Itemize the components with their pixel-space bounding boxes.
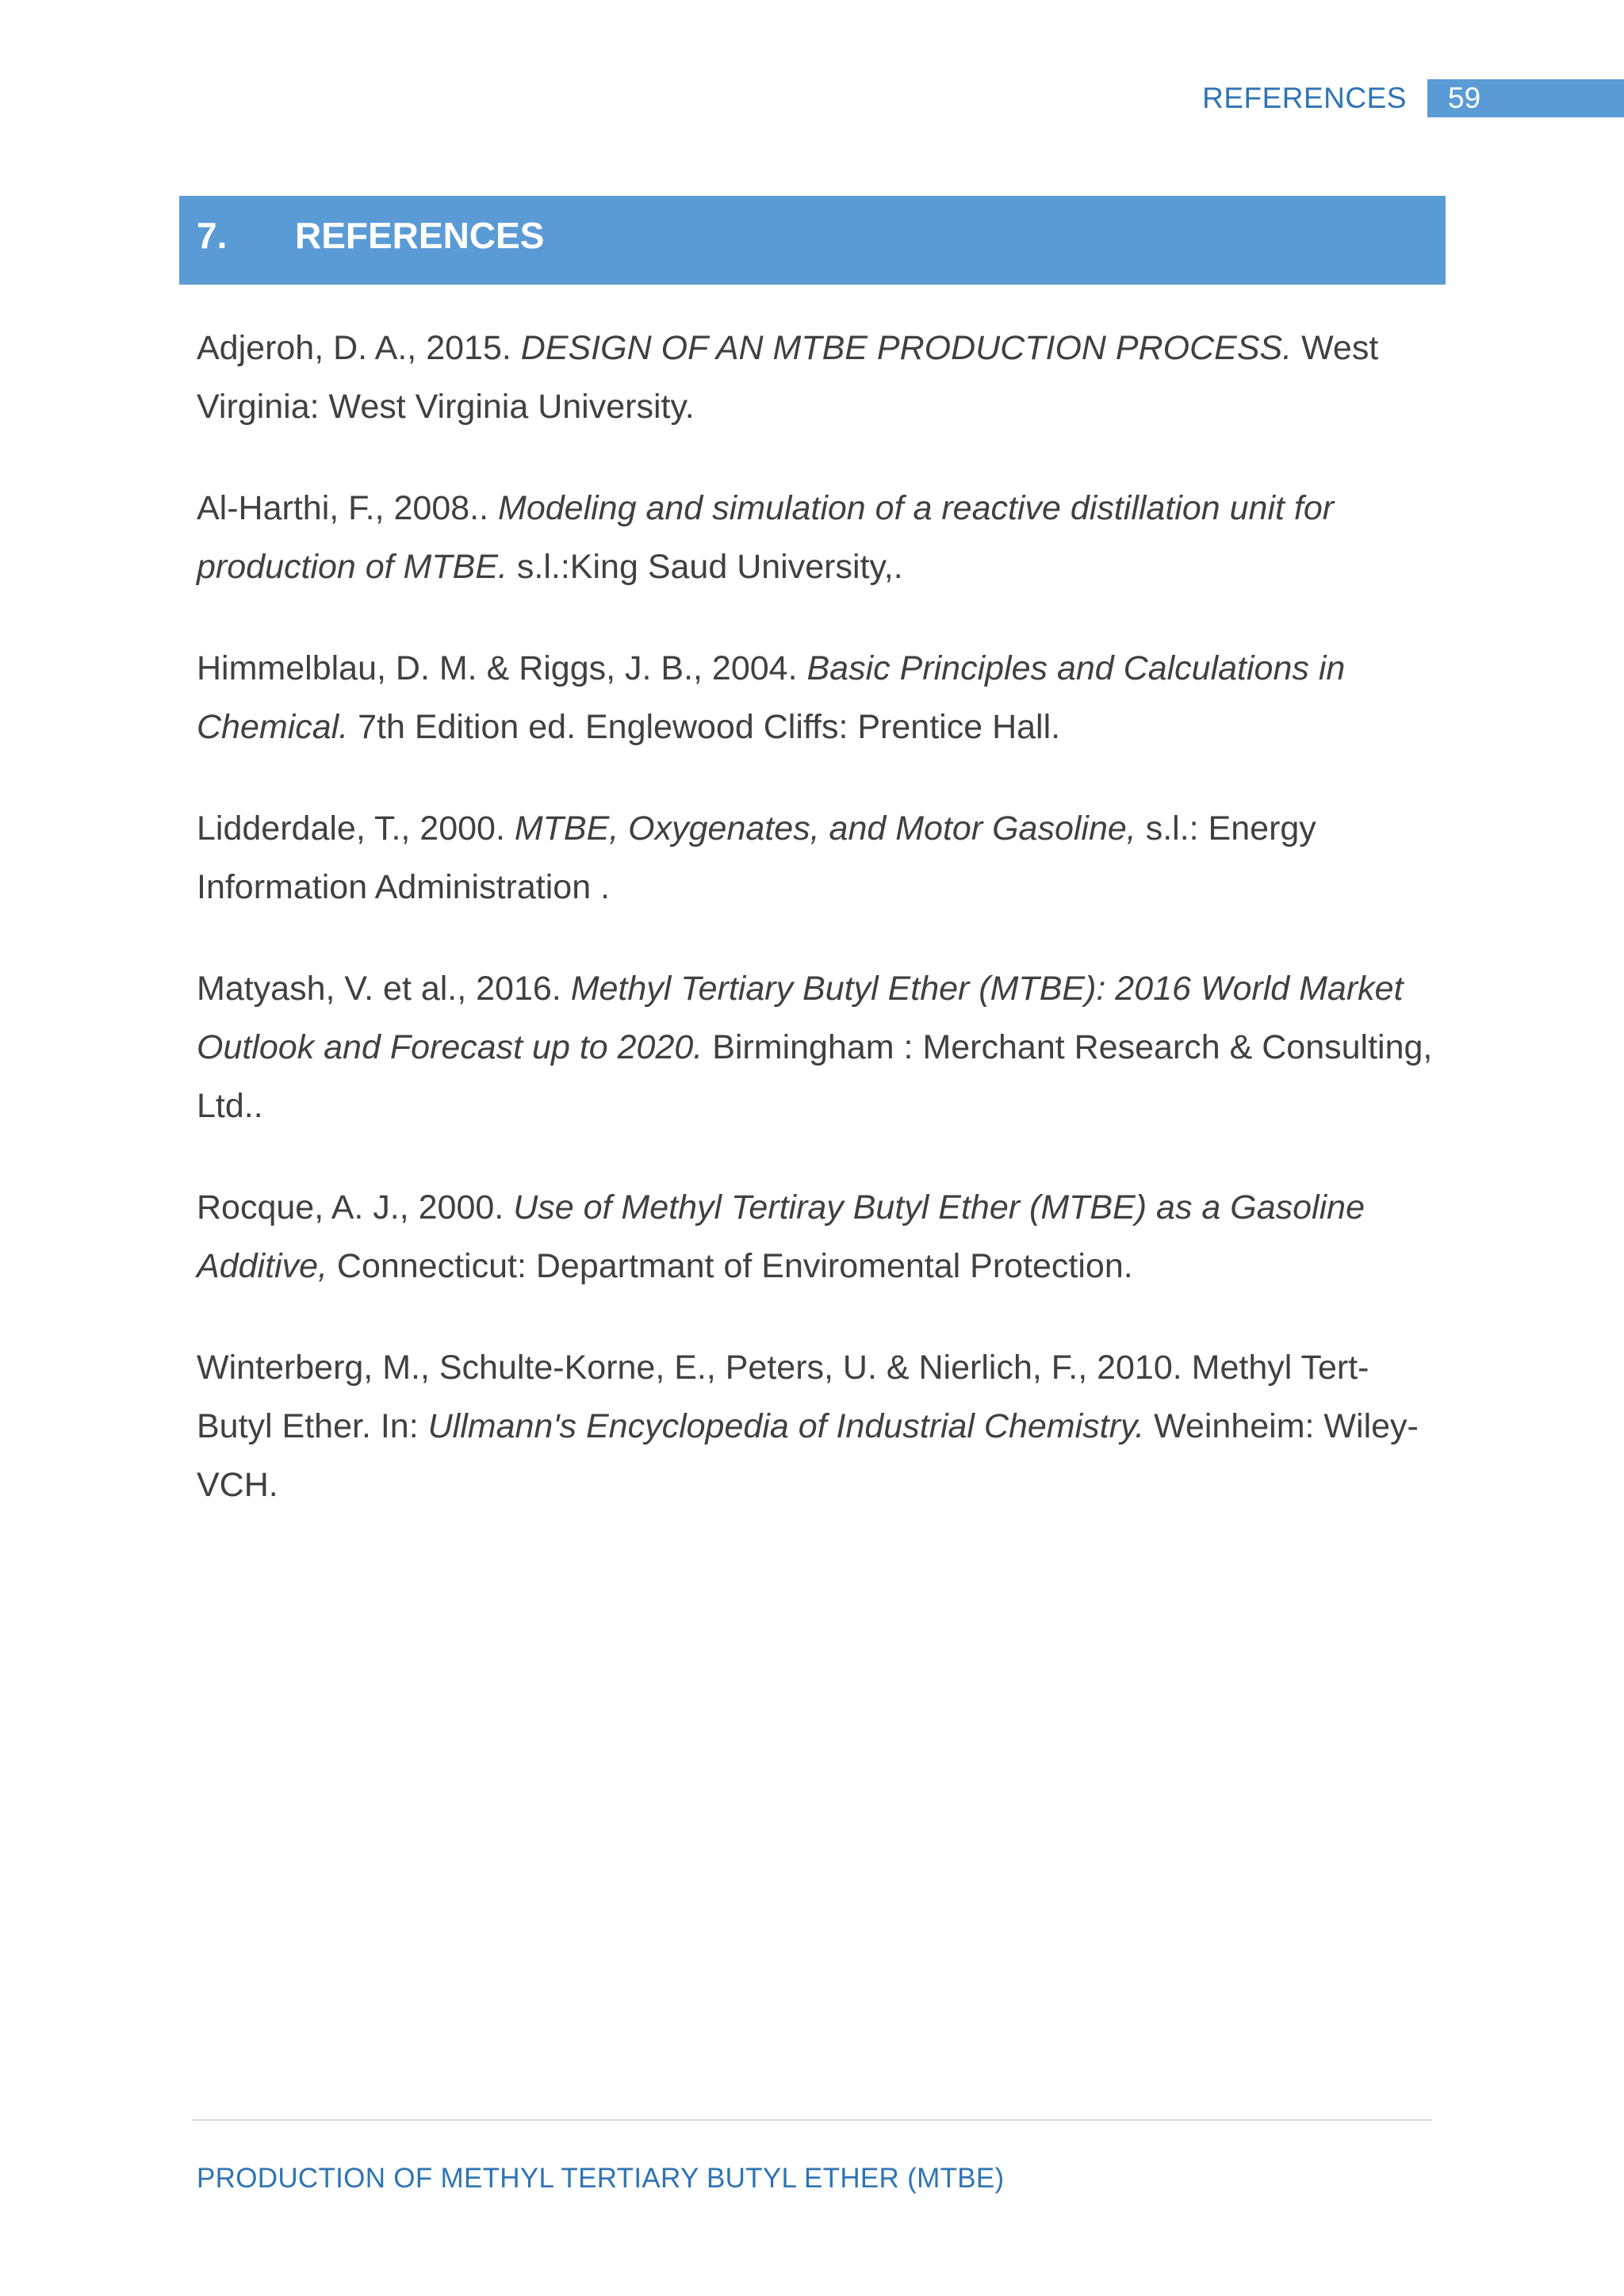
reference-item: [197, 959, 1434, 1135]
running-header-title: REFERENCES: [1202, 82, 1407, 114]
reference-title: Modeling and simulation of a reactive distillation unit for production of MTBE.: [197, 489, 1335, 586]
reference-author-year: Lidderdale, T., 2000.: [197, 809, 515, 848]
reference-author-year: Himmelblau, D. M. & Riggs, J. B., 2004.: [197, 649, 807, 687]
reference-title: Basic Principles and Calculations in Chemical.: [197, 649, 1346, 746]
reference-list: [197, 319, 1434, 1557]
reference-title: MTBE, Oxygenates, and Motor Gasoline,: [514, 809, 1136, 848]
reference-item: [197, 479, 1434, 596]
reference-publisher: 7th Edition ed. Englewood Cliffs: Prentice Hall.: [348, 708, 1061, 746]
section-number: 7.: [197, 215, 228, 256]
reference-author-year: Rocque, A. J., 2000.: [197, 1188, 514, 1226]
running-header: [1202, 79, 1624, 117]
footer-title: PRODUCTION OF METHYL TERTIARY BUTYL ETHER (MTBE): [197, 2163, 1005, 2194]
reference-author-year: Winterberg, M., Schulte-Korne, E., Peters, U. & Nierlich, F., 2010. Methyl Tert-Butyl Ether. In:: [197, 1349, 1369, 1445]
reference-title: Ullmann's Encyclopedia of Industrial Chemistry.: [427, 1407, 1145, 1445]
reference-item: [197, 1178, 1434, 1295]
reference-author-year: Al-Harthi, F., 2008..: [197, 489, 498, 527]
reference-title: Use of Methyl Tertiray Butyl Ether (MTBE) as a Gasoline Additive,: [197, 1188, 1365, 1285]
reference-publisher: s.l.: Energy Information Administration .: [197, 809, 1316, 906]
reference-publisher: s.l.:King Saud University,.: [507, 548, 903, 586]
reference-item: [197, 1338, 1434, 1514]
reference-publisher: Connecticut: Departmant of Enviromental Protection.: [327, 1247, 1133, 1285]
reference-author-year: Adjeroh, D. A., 2015.: [197, 329, 521, 367]
reference-item: [197, 799, 1434, 916]
reference-publisher: Birmingham : Merchant Research & Consulting, Ltd..: [197, 1028, 1433, 1125]
reference-title: DESIGN OF AN MTBE PRODUCTION PROCESS.: [520, 329, 1293, 367]
page-number: 59: [1427, 79, 1624, 117]
reference-item: [197, 639, 1434, 756]
reference-author-year: Matyash, V. et al., 2016.: [197, 970, 571, 1008]
section-title: REFERENCES: [295, 215, 545, 256]
footer-divider: [193, 2119, 1432, 2121]
reference-publisher: West Virginia: West Virginia University.: [197, 329, 1379, 426]
section-heading: [179, 196, 1446, 285]
reference-publisher: Weinheim: Wiley-VCH.: [197, 1407, 1419, 1504]
reference-item: [197, 319, 1434, 436]
reference-title: Methyl Tertiary Butyl Ether (MTBE): 2016 World Market Outlook and Forecast up to 2020.: [197, 970, 1404, 1066]
